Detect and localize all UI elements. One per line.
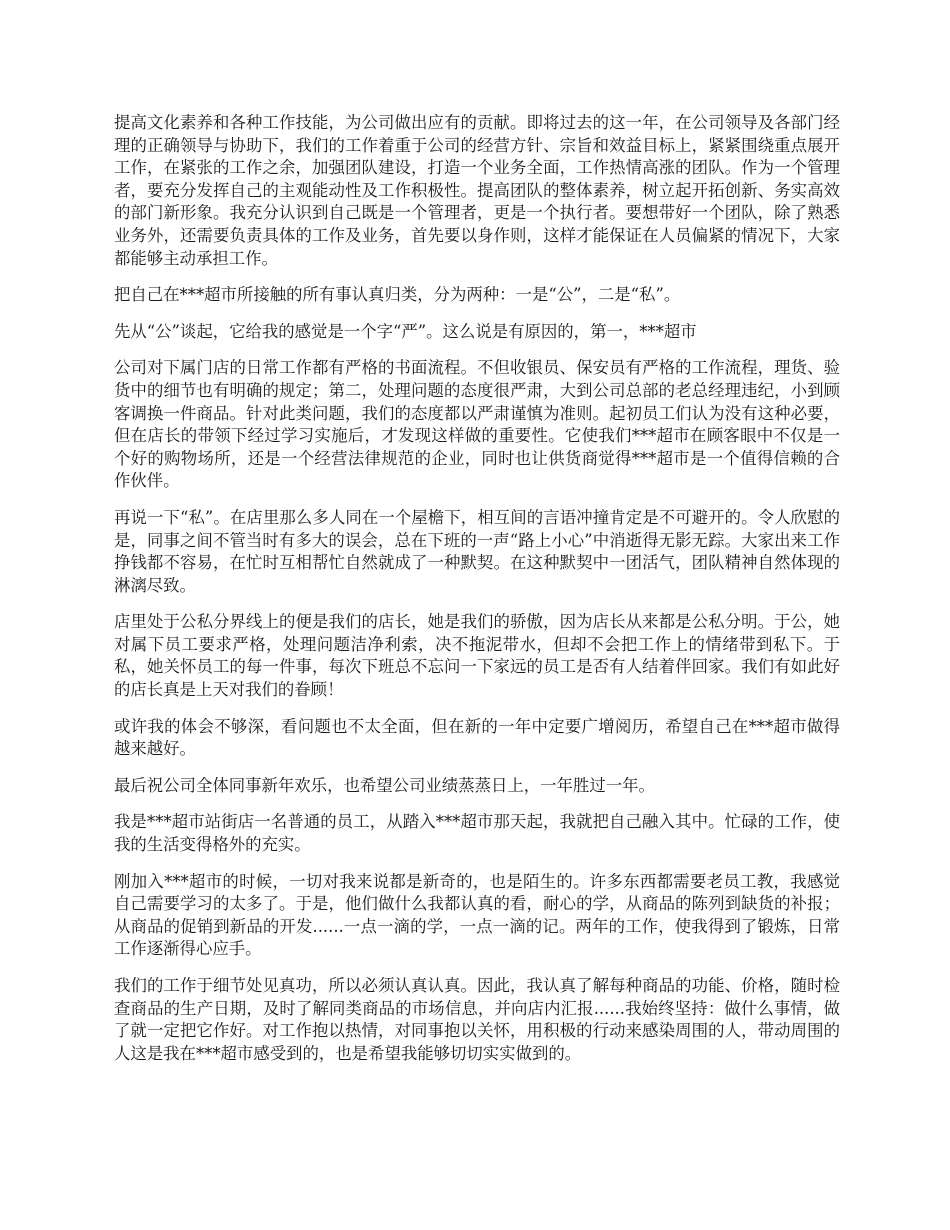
paragraph: 刚加入***超市的时候，一切对我来说都是新奇的，也是陌生的。许多东西都需要老员工教，我感觉自己需要学习的太多了。于是，他们做什么我都认真的看，耐心的学，从商品的陈列到缺货的补报；从商品的促销到新品的开发......一点一滴的学，一点一滴的记。两年的工作，使我得到了锻炼，日常工作逐渐得心应手。 — [114, 871, 840, 959]
paragraph: 公司对下属门店的日常工作都有严格的书面流程。不但收银员、保安员有严格的工作流程，理货、验货中的细节也有明确的规定；第二，处理问题的态度很严肃，大到公司总部的老总经理违纪，小到顾客调换一件商品。针对此类问题，我们的态度都以严肃谨慎为准则。起初员工们认为没有这种必要，但在店长的带领下经过学习实施后，才发现这样做的重要性。它使我们***超市在顾客眼中不仅是一个好的购物场所，还是一个经营法律规范的企业，同时也让供货商觉得***超市是一个值得信赖的合作伙伴。 — [114, 358, 840, 491]
document-body — [114, 112, 840, 1079]
paragraph: 我是***超市站街店一名普通的员工，从踏入***超市那天起，我就把自己融入其中。忙碌的工作，使我的生活变得格外的充实。 — [114, 812, 840, 855]
paragraph: 先从“公”谈起，它给我的感觉是一个字“严”。这么说是有原因的，第一，***超市 — [114, 321, 697, 341]
paragraph: 我们的工作于细节处见真功，所以必须认真认真。因此，我认真了解每种商品的功能、价格，随时检查商品的生产日期，及时了解同类商品的市场信息，并向店内汇报......我始终坚持：做什么事情，做了就一定把它作好。对工作抱以热情，对同事抱以关怀，用积极的行动来感染周围的人，带动周围的人这是我在***超市感受到的，也是希望我能够切切实实做到的。 — [114, 976, 840, 1063]
paragraph: 或许我的体会不够深，看问题也不太全面，但在新的一年中定要广增阅历，希望自己在***超市做得越来越好。 — [114, 716, 840, 759]
paragraph: 店里处于公私分界线上的便是我们的店长，她是我们的骄傲，因为店长从来都是公私分明。于公，她对属下员工要求严格，处理问题洁净利索，决不拖泥带水，但却不会把工作上的情绪带到私下。于私，她关怀员工的每一件事，每次下班总不忘问一下家远的员工是否有人结着伴回家。我们有如此好的店长真是上天对我们的眷顾！ — [114, 612, 840, 700]
paragraph: 再说一下“私”。在店里那么多人同在一个屋檐下，相互间的言语冲撞肯定是不可避开的。令人欣慰的是，同事之间不管当时有多大的误会，总在下班的一声“路上小心”中消逝得无影无踪。大家出来工作挣钱都不容易，在忙时互相帮忙自然就成了一种默契。在这种默契中一团活气，团队精神自然体现的淋漓尽致。 — [114, 507, 840, 595]
paragraph: 最后祝公司全体同事新年欢乐，也希望公司业绩蒸蒸日上，一年胜过一年。 — [114, 775, 655, 795]
paragraph: 提高文化素养和各种工作技能，为公司做出应有的贡献。即将过去的这一年，在公司领导及各部门经理的正确领导与协助下，我们的工作着重于公司的经营方针、宗旨和效益目标上，紧紧围绕重点展开工作，在紧张的工作之余，加强团队建设，打造一个业务全面，工作热情高涨的团队。作为一个管理者，要充分发挥自己的主观能动性及工作积极性。提高团队的整体素养，树立起开拓创新、务实高效的部门新形象。我充分认识到自己既是一个管理者，更是一个执行者。要想带好一个团队，除了熟悉业务外，还需要负责具体的工作及业务，首先要以身作则，这样才能保证在人员偏紧的情况下，大家都能够主动承担工作。 — [114, 113, 840, 268]
paragraph: 把自己在***超市所接触的所有事认真归类，分为两种：一是“公”，二是“私”。 — [114, 285, 681, 305]
